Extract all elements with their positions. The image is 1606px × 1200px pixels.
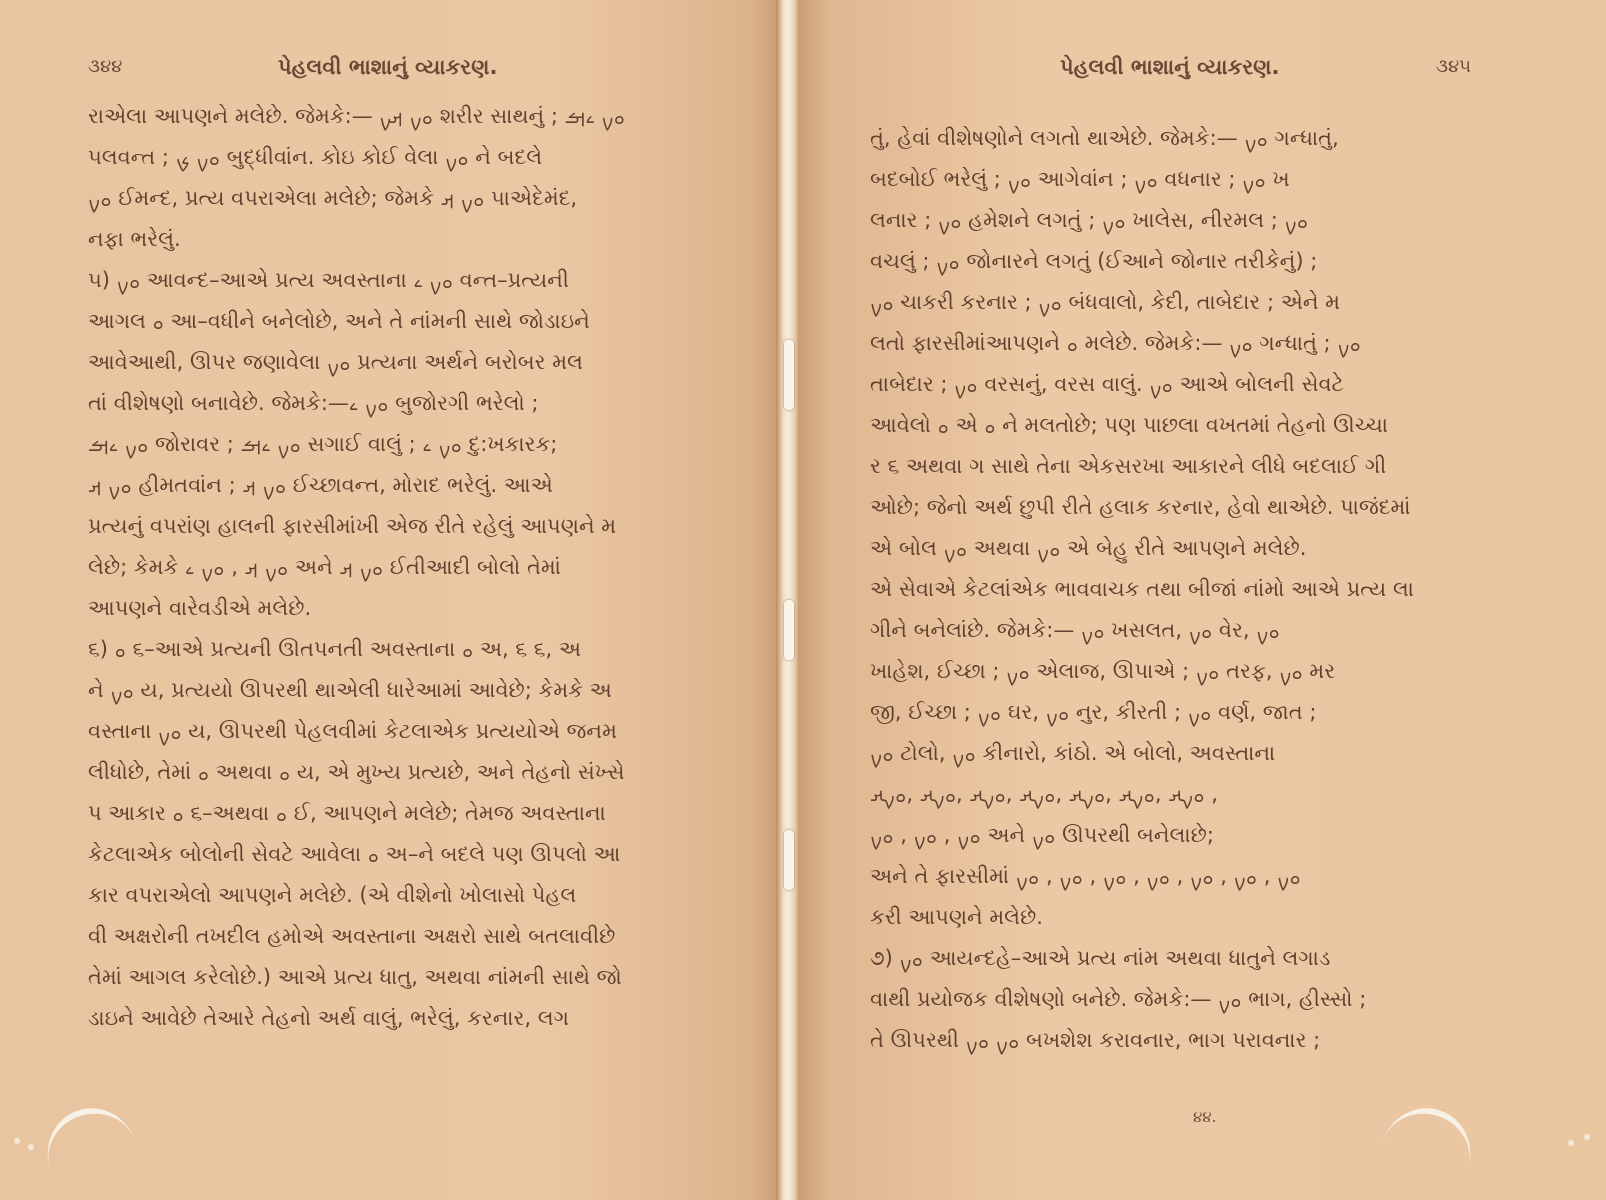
corner-mark [1367, 1096, 1482, 1200]
text-line: ૫) ࡀࡍ આવન્દ–આએ પ્રત્ય અવસ્તાના ࡀࡍ ࡉ વન્ત–પ્રત્યની [88, 268, 569, 292]
text-line: લતો ફારસીમાંઆપણને ࡀ મલેછે. જેમકે:— ࡀࡍ ગન્ધાતું ; ࡀࡍ [870, 331, 1361, 355]
edge-dot [28, 1144, 34, 1150]
text-line: ࡀࡍࡕ ,ࡀࡍࡕ ,ࡀࡍࡕ ,ࡀࡍࡕ ,ࡀࡍࡕ ,ࡀࡍࡕ ,ࡀࡍࡕ , [870, 782, 1218, 806]
text-line: એ સેવાએ કેટલાંએક ભાવવાચક તથા બીજાં નાંમો આએ પ્રત્ય લા [870, 577, 1414, 601]
text-line: પ્રત્યનું વપરાંણ હાલની ફારસીમાંખી એજ રીતે રહેલું આપણને મ [88, 514, 617, 538]
text-line: ࡀࡍ ટોલો, ࡀࡍ કીનારો, કાંઠો. એ બોલો, અવસ્તાના [870, 741, 1276, 765]
text-line: તે ઊપરથી ࡀࡍ ࡀࡍ બખશેશ કરાવનાર, ભાગ પરાવનાર ; [870, 1028, 1321, 1052]
edge-dot [1584, 1134, 1590, 1140]
text-line: ને ࡀࡍ ય, પ્રત્યયો ઊપરથી થાએલી ધારેઆમાં આવેછે; કેમકે અ [88, 678, 612, 702]
text-line: લીધોછે, તેમાં ࡀ અથવા ࡀ ય, એ મુખ્ય પ્રત્યછે, અને તેહનો સંખ્સે [88, 760, 625, 784]
text-line: આવેઆથી, ઊપર જણાવેલા ࡀࡍ પ્રત્યના અર્થને બરોબર મલ [88, 350, 583, 374]
text-line: લનાર ; ࡀࡍ હમેશને લગતું ; ࡀࡍ ખાલેસ, નીરમલ ; ࡀࡍ [870, 208, 1309, 232]
text-line: રાએલા આપણને મલેછે. જેમકે:— ࡀࡍ ࡕࡍ શરીર સાથનું ; ࡀࡍ ࡉࡌ [88, 104, 625, 128]
text-line: પ આકાર ࡀ ૬–અથવા ࡀ ઈ, આપણને મલેછે; તેમજ અવસ્તાના [88, 801, 606, 825]
text-line: લેછે; કેમકે ࡀࡍ ࡕ , ࡀࡍ ࡉ અને ࡀࡍ ࡕ ઈતીઆદી બોલો તેમાં [88, 555, 561, 579]
text-line: ࡀࡍ , ࡀࡍ , ࡀࡍ અને ࡀࡍ ઊપરથી બનેલાછે; [870, 823, 1214, 847]
text-line: બદબોઈ ભરેલું ; ࡀࡍ આગેવાંન ; ࡀࡍ વધનાર ; ࡀࡍ ખ [870, 167, 1290, 191]
text-line: જી, ઈચ્છા ; ࡀࡍ ઘર, ࡀࡍ નુર, કીરતી ; ࡀࡍ વર્ણ, જાત ; [870, 700, 1317, 724]
left-body-text [88, 96, 692, 1039]
text-line: ડાઇને આવેછે તેઆરે તેહનો અર્થ વાલું, ભરેલું, કરનાર, લગ [88, 1006, 569, 1030]
text-line: કરી આપણને મલેછે. [870, 905, 1043, 929]
binding-stitch [784, 600, 794, 660]
right-body-text [870, 118, 1470, 1061]
signature-mark: ૪૪. [1193, 1108, 1217, 1126]
text-line: નફા ભરેલું. [88, 227, 181, 251]
text-line: આપણને વારેવડીએ મલેછે. [88, 596, 312, 620]
edge-dot [14, 1138, 20, 1144]
page-number: ૩૪૫ [1436, 56, 1471, 77]
text-line: તાબેદાર ; ࡀࡍ વરસનું, વરસ વાલું. ࡀࡍ આએ બોલની સેવટે [870, 372, 1344, 396]
binding-stitch [784, 830, 794, 890]
text-line: ઓછે; જેનો અર્થ છુપી રીતે હલાક કરનાર, હેવો થાએછે. પાજંદમાં [870, 495, 1411, 519]
text-line: આગલ ࡀ આ–વધીને બનેલોછે, અને તે નાંમની સાથે જોડાઇને [88, 309, 590, 333]
text-line: ખાહેશ, ઈચ્છા ; ࡀࡍ એલાજ, ઊપાએ ; ࡀࡍ તરફ, ࡀࡍ મર [870, 659, 1336, 683]
text-line: તાં વીશેષણો બનાવેછે. જેમકે:—ࡀࡍ ࡉ બુજોરગી ભરેલો ; [88, 391, 539, 415]
text-line: વાથી પ્રયોજક વીશેષણો બનેછે. જેમકે:— ࡀࡍ ભાગ, હીસ્સો ; [870, 987, 1367, 1011]
page-number: ૩૪૪ [88, 56, 123, 77]
text-line: ࡀࡍ ࡉࡌ જોરાવર ; ࡀࡍ ࡉࡌ સગાઈ વાલું ; ࡀࡍ ࡉ દુ:ખકારક; [88, 432, 558, 456]
text-line: તું, હેવાં વીશેષણોને લગતો થાએછે. જેમકે:— ࡀࡍ ગન્ધાતું, [870, 126, 1339, 150]
text-line: તેમાં આગલ કરેલોછે.) આએ પ્રત્ય ધાતુ, અથવા નાંમની સાથે જો [88, 965, 622, 989]
text-line: ࡀࡍ ચાકરી કરનાર ; ࡀࡍ બંધવાલો, કેદી, તાબેદાર ; એને મ [870, 290, 1341, 314]
binding-stitch [784, 340, 794, 410]
text-line: ગીને બનેલાંછે. જેમકે:— ࡀࡍ ખસલત, ࡀࡍ વેર, ࡀࡍ [870, 618, 1280, 642]
running-title: પેહલવી ભાશાનું વ્યાકરણ. [278, 55, 498, 79]
text-line: આવેલો ࡀ એ ࡀ ને મલતોછે; પણ પાછલા વખતમાં તેહનો ઊચ્ચા [870, 413, 1388, 437]
running-title: પેહલવી ભાશાનું વ્યાકરણ. [1060, 55, 1280, 79]
edge-dot [1568, 1140, 1574, 1146]
text-line: ૫લવન્ત ; ࡀࡍ ࡊ બુદ્ધીવાંન. કોઇ કોઈ વેલા ࡀࡍ ને બદલે [88, 145, 543, 169]
left-page [0, 0, 780, 1200]
text-line: ૬) ࡀ ૬–આએ પ્રત્યની ઊતપનતી અવસ્તાના ࡀ અ, ૬ ૬, અ [88, 637, 582, 661]
text-line: વચલું ; ࡀࡍ જોનારને લગતું (ઈઆને જોનાર તરીકેનું) ; [870, 249, 1318, 273]
text-line: અને તે ફારસીમાં ࡀࡍ , ࡀࡍ , ࡀࡍ , ࡀࡍ , ࡀࡍ , ࡀࡍ , ࡀࡍ [870, 864, 1301, 888]
text-line: કેટલાએક બોલોની સેવટે આવેલા ࡀ અ–ને બદલે પણ ઊપલો આ [88, 842, 621, 866]
text-line: ૭) ࡀࡍ આયન્દહે–આએ પ્રત્ય નાંમ અથવા ધાતુને લગાડ [870, 946, 1331, 970]
text-line: એ બોલ ࡀࡍ અથવા ࡀࡍ એ બેહુ રીતે આપણને મલેછે. [870, 536, 1307, 560]
text-line: ࡀࡍ ઈમન્દ, પ્રત્ય વપરાએલા મલેછે; જેમકે ࡀࡍ ࡕ ૫ાએદેમંદ, [88, 186, 578, 210]
text-line: વસ્તાના ࡀࡍ ય, ઊપરથી પેહલવીમાં કેટલાએક પ્રત્યયોએ જનમ [88, 719, 617, 743]
text-line: કાર વપરાએલો આપણને મલેછે. (એ વીશેનો ખોલાસો પેહલ [88, 883, 577, 907]
corner-mark [35, 1096, 150, 1200]
text-line: ࡀࡍ ࡕ હીમતવાંન ; ࡀࡍ ࡕ ઈચ્છાવન્ત, મોરાદ ભરેલું. આએ [88, 473, 553, 497]
text-line: ર ૬ અથવા ગ સાથે તેના એકસરખા આકારને લીધે બદલાઈ ગી [870, 454, 1387, 478]
right-page [798, 0, 1606, 1200]
text-line: વી અક્ષરોની તખદીલ હમોએ અવસ્તાના અક્ષરો સાથે બતલાવીછે [88, 924, 616, 948]
